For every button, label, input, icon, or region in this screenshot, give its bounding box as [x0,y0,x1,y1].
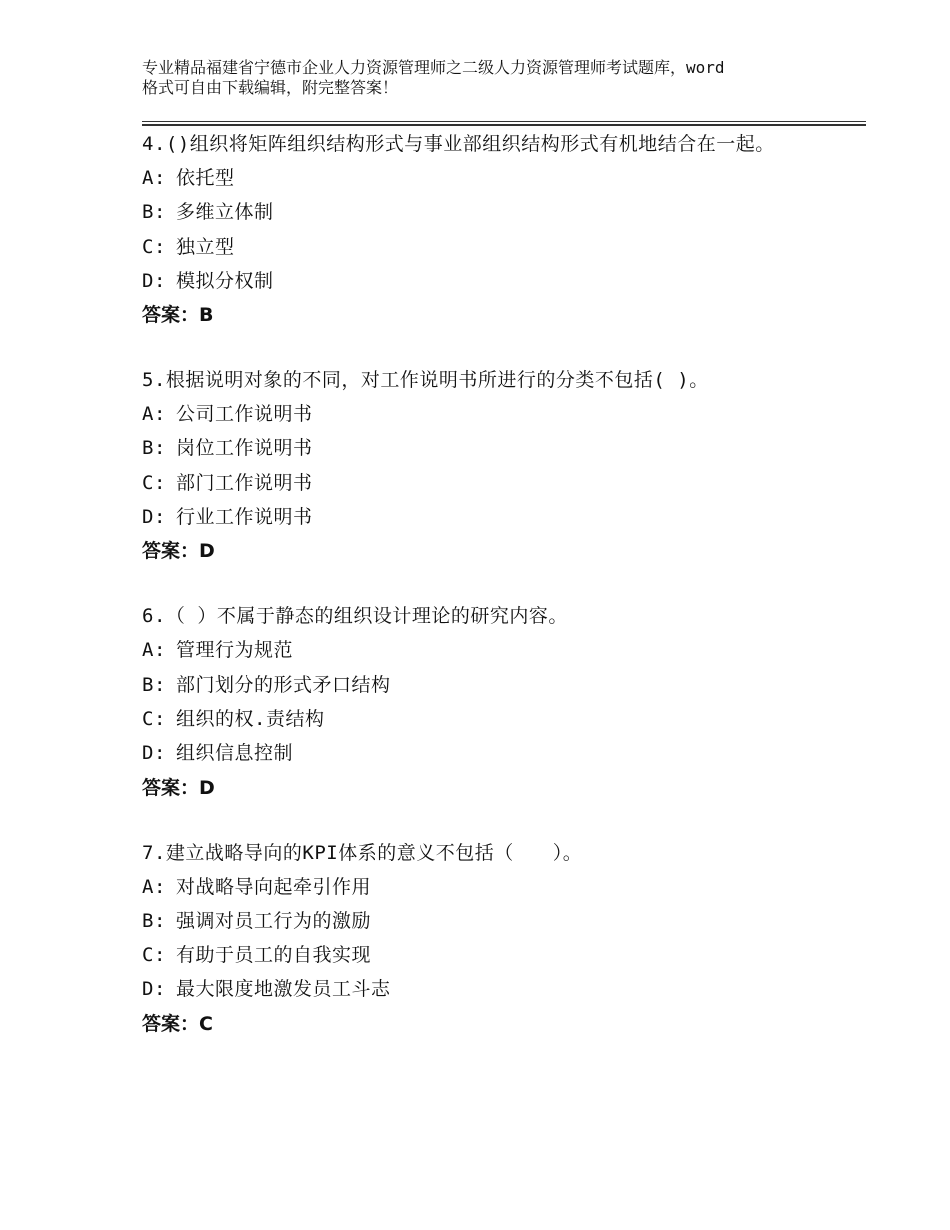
option-text: 组织信息控制 [176,742,294,765]
answer-line [142,771,802,805]
header-line-2: 格式可自由下载编辑，附完整答案！ [142,78,399,97]
option-letter: C: [142,235,166,258]
question-6 [142,599,802,804]
option-letter: A: [142,403,166,426]
option-text: 强调对员工行为的激励 [176,909,372,932]
option-d [142,264,802,298]
question-7 [142,836,802,1041]
option-text: 对战略导向起牵引作用 [176,875,372,898]
header-divider-thin [142,121,866,122]
option-text: 独立型 [176,235,235,258]
option-b [142,668,802,702]
option-text: 多维立体制 [176,201,274,224]
answer-line [142,298,802,332]
question-stem: 5.根据说明对象的不同，对工作说明书所进行的分类不包括( )。 [142,369,709,392]
option-b [142,195,802,229]
option-letter: B: [142,673,166,696]
option-c [142,466,802,500]
answer-value: D [199,540,215,563]
option-letter: D: [142,506,166,529]
option-text: 有助于员工的自我实现 [176,944,372,967]
option-c [142,230,802,264]
answer-line [142,1007,802,1041]
option-letter: C: [142,471,166,494]
option-text: 最大限度地激发员工斗志 [176,978,391,1001]
option-letter: B: [142,909,166,932]
option-text: 公司工作说明书 [176,403,313,426]
option-c [142,702,802,736]
option-b [142,904,802,938]
option-letter: A: [142,639,166,662]
option-a [142,161,802,195]
option-letter: B: [142,437,166,460]
option-text: 部门划分的形式矛口结构 [176,673,391,696]
option-letter: C: [142,944,166,967]
option-text: 模拟分权制 [176,269,274,292]
option-a [142,397,802,431]
option-letter: A: [142,875,166,898]
option-a [142,633,802,667]
answer-value: B [199,304,214,327]
question-5 [142,363,802,568]
header-line-1: 专业精品福建省宁德市企业人力资源管理师之二级人力资源管理师考试题库，word [142,58,725,77]
question-list [142,127,802,1072]
question-stem: 4.()组织将矩阵组织结构形式与事业部组织结构形式有机地结合在一起。 [142,133,775,155]
option-letter: D: [142,978,166,1001]
option-text: 岗位工作说明书 [176,437,313,460]
option-text: 依托型 [176,167,235,189]
option-text: 组织的权.责结构 [176,707,325,730]
answer-line [142,534,802,568]
question-stem: 7.建立战略导向的KPI体系的意义不包括（ ）。 [142,841,583,864]
option-d [142,736,802,770]
question-stem: 6.（ ）不属于静态的组织设计理论的研究内容。 [142,605,568,628]
option-d [142,972,802,1006]
answer-value: D [199,776,215,799]
header-divider-thick [142,124,866,126]
option-letter: D: [142,742,166,765]
option-a [142,870,802,904]
option-text: 管理行为规范 [176,639,294,662]
question-4 [142,127,802,332]
answer-label: 答案： [142,776,200,799]
option-b [142,431,802,465]
answer-label: 答案： [142,304,200,327]
option-d [142,500,802,534]
option-letter: A: [142,167,166,189]
answer-label: 答案： [142,1012,200,1035]
option-letter: B: [142,201,166,224]
option-text: 行业工作说明书 [176,506,313,529]
option-text: 部门工作说明书 [176,471,313,494]
answer-label: 答案： [142,540,200,563]
document-header [142,58,822,98]
option-letter: C: [142,707,166,730]
option-c [142,938,802,972]
option-letter: D: [142,269,166,292]
answer-value: C [199,1012,213,1035]
